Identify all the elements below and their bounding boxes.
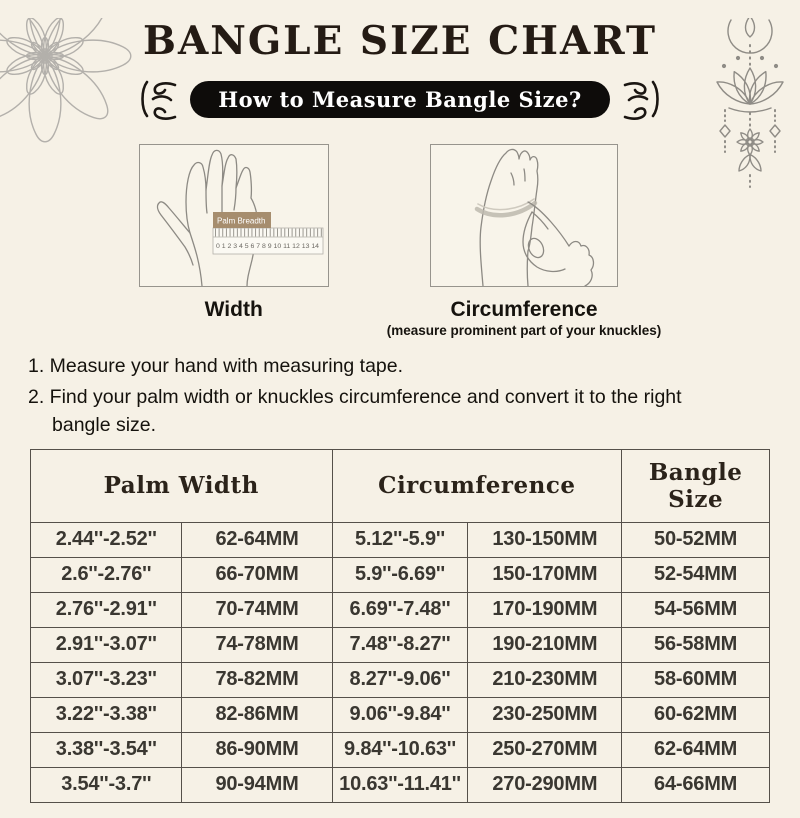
- table-cell: 230-250MM: [468, 697, 622, 732]
- table-cell: 56-58MM: [622, 627, 770, 662]
- instruction-step-1: 1. Measure your hand with measuring tape.: [28, 355, 404, 377]
- table-cell: 82-86MM: [182, 697, 332, 732]
- table-cell: 3.38''-3.54'': [31, 732, 182, 767]
- size-table-body: [31, 522, 770, 802]
- table-cell: 9.84''-10.63'': [332, 732, 468, 767]
- table-cell: 50-52MM: [622, 522, 770, 557]
- instruction-step-2: 2. Find your palm width or knuckles circumference and convert it to the right bangle size.: [28, 386, 682, 436]
- width-caption: Width: [204, 298, 263, 321]
- table-row: [31, 767, 770, 802]
- header-palm-width: Palm Width: [31, 449, 333, 522]
- table-cell: 90-94MM: [182, 767, 332, 802]
- circumference-caption: Circumference: [450, 298, 598, 321]
- table-cell: 3.54''-3.7'': [31, 767, 182, 802]
- header-circumference: Circumference: [332, 449, 622, 522]
- table-cell: 78-82MM: [182, 662, 332, 697]
- table-row: [31, 592, 770, 627]
- curly-flourish-icon: [139, 77, 181, 121]
- table-cell: 86-90MM: [182, 732, 332, 767]
- table-cell: 7.48''-8.27'': [332, 627, 468, 662]
- table-cell: 10.63''-11.41'': [332, 767, 468, 802]
- table-cell: 66-70MM: [182, 557, 332, 592]
- table-cell: 60-62MM: [622, 697, 770, 732]
- table-cell: 170-190MM: [468, 592, 622, 627]
- header-bangle-size: Bangle Size: [622, 449, 770, 522]
- table-cell: 150-170MM: [468, 557, 622, 592]
- ruler-numbers: 0 1 2 3 4 5 6 7 8 9 10 11 12 13 14: [215, 243, 320, 250]
- table-row: [31, 627, 770, 662]
- table-cell: 2.76''-2.91'': [31, 592, 182, 627]
- table-cell: 210-230MM: [468, 662, 622, 697]
- table-cell: 6.69''-7.48'': [332, 592, 468, 627]
- ruler-label: Palm Breadth: [216, 216, 266, 226]
- hand-circumference-illustration: [430, 144, 618, 287]
- measure-figures: [0, 144, 800, 338]
- table-cell: 250-270MM: [468, 732, 622, 767]
- bangle-size-table: [30, 449, 770, 803]
- table-cell: 190-210MM: [468, 627, 622, 662]
- table-row: [31, 662, 770, 697]
- table-row: [31, 557, 770, 592]
- table-cell: 64-66MM: [622, 767, 770, 802]
- hand-width-illustration: [139, 144, 329, 287]
- page-title: BANGLE SIZE CHART: [143, 18, 657, 64]
- table-cell: 3.07''-3.23'': [31, 662, 182, 697]
- badge-how-to-measure: How to Measure Bangle Size?: [190, 81, 610, 118]
- table-cell: 8.27''-9.06'': [332, 662, 468, 697]
- table-cell: 5.12''-5.9'': [332, 522, 468, 557]
- table-header-row: [31, 449, 770, 522]
- instructions: [28, 353, 740, 439]
- table-cell: 5.9''-6.69'': [332, 557, 468, 592]
- table-cell: 130-150MM: [468, 522, 622, 557]
- table-cell: 58-60MM: [622, 662, 770, 697]
- width-figure: [139, 144, 329, 338]
- table-row: [31, 697, 770, 732]
- table-cell: 74-78MM: [182, 627, 332, 662]
- table-cell: 52-54MM: [622, 557, 770, 592]
- table-row: [31, 522, 770, 557]
- table-cell: 70-74MM: [182, 592, 332, 627]
- table-cell: 9.06''-9.84'': [332, 697, 468, 732]
- table-row: [31, 732, 770, 767]
- table-cell: 62-64MM: [622, 732, 770, 767]
- table-cell: 54-56MM: [622, 592, 770, 627]
- table-cell: 270-290MM: [468, 767, 622, 802]
- table-cell: 2.91''-3.07'': [31, 627, 182, 662]
- how-to-measure-banner: [0, 77, 800, 121]
- circumference-note: (measure prominent part of your knuckles): [386, 323, 662, 338]
- table-cell: 2.6''-2.76'': [31, 557, 182, 592]
- ruler: [213, 212, 323, 254]
- table-cell: 2.44''-2.52'': [31, 522, 182, 557]
- table-cell: 62-64MM: [182, 522, 332, 557]
- table-cell: 3.22''-3.38'': [31, 697, 182, 732]
- curly-flourish-icon: [619, 77, 661, 121]
- circumference-figure: [387, 144, 662, 338]
